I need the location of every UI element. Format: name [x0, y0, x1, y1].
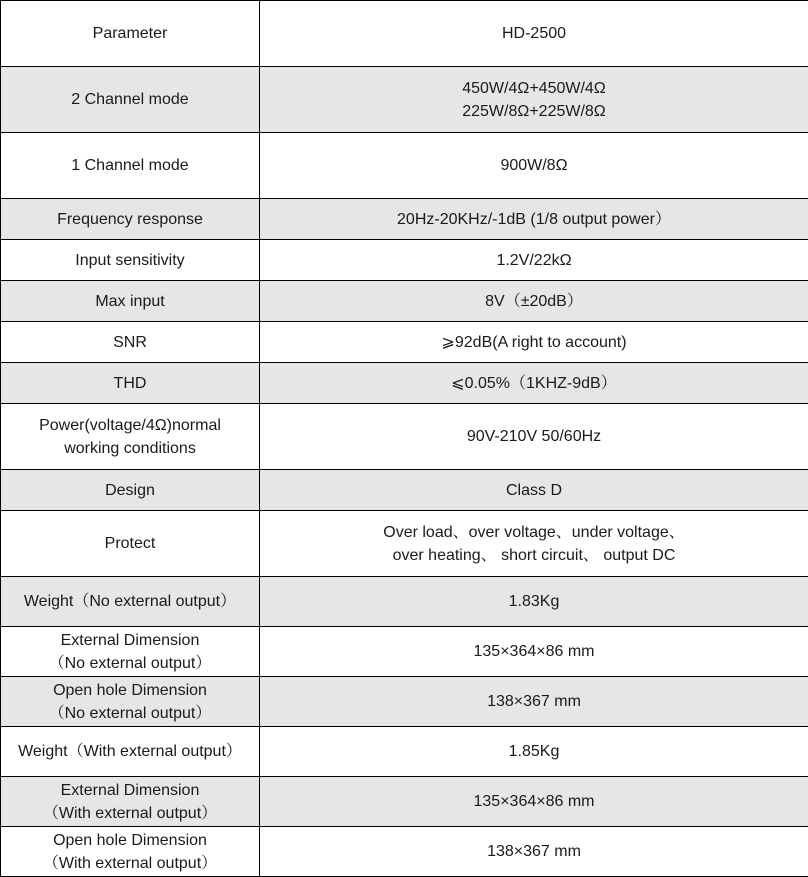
param-cell: External Dimension （With external output）: [1, 777, 260, 827]
value-cell: ⩽0.05%（1KHZ-9dB）: [260, 363, 808, 404]
table-row: [1, 404, 808, 470]
value-cell: 8V（±20dB）: [260, 281, 808, 322]
param-cell: External Dimension （No external output）: [1, 627, 260, 677]
param-cell: Protect: [1, 511, 260, 577]
value-cell: 138×367 mm: [260, 677, 808, 727]
table-row: [1, 470, 808, 511]
table-row: [1, 677, 808, 727]
value-cell: 135×364×86 mm: [260, 777, 808, 827]
param-cell: 2 Channel mode: [1, 67, 260, 133]
param-cell: THD: [1, 363, 260, 404]
table-row: [1, 322, 808, 363]
table-row: [1, 363, 808, 404]
value-cell: 1.83Kg: [260, 577, 808, 627]
param-cell: Parameter: [1, 1, 260, 67]
table-row: [1, 133, 808, 199]
table-row: [1, 577, 808, 627]
param-cell: Design: [1, 470, 260, 511]
param-cell: Power(voltage/4Ω)normal working conditions: [1, 404, 260, 470]
table-row: [1, 1, 808, 67]
param-cell: Open hole Dimension （With external output）: [1, 827, 260, 877]
value-cell: 1.2V/22kΩ: [260, 240, 808, 281]
table-row: [1, 727, 808, 777]
value-cell: 1.85Kg: [260, 727, 808, 777]
param-cell: Open hole Dimension （No external output）: [1, 677, 260, 727]
table-row: [1, 199, 808, 240]
table-row: [1, 777, 808, 827]
table-row: [1, 281, 808, 322]
param-cell: Weight（With external output）: [1, 727, 260, 777]
param-cell: Input sensitivity: [1, 240, 260, 281]
param-cell: Weight（No external output）: [1, 577, 260, 627]
table-row: [1, 240, 808, 281]
table-row: [1, 827, 808, 877]
param-cell: Frequency response: [1, 199, 260, 240]
param-cell: 1 Channel mode: [1, 133, 260, 199]
value-cell: ⩾92dB(A right to account): [260, 322, 808, 363]
value-cell: 20Hz-20KHz/-1dB (1/8 output power）: [260, 199, 808, 240]
value-cell: 135×364×86 mm: [260, 627, 808, 677]
value-cell: HD-2500: [260, 1, 808, 67]
table-row: [1, 627, 808, 677]
param-cell: SNR: [1, 322, 260, 363]
value-cell: 138×367 mm: [260, 827, 808, 877]
value-cell: 90V-210V 50/60Hz: [260, 404, 808, 470]
value-cell: 450W/4Ω+450W/4Ω 225W/8Ω+225W/8Ω: [260, 67, 808, 133]
value-cell: Class D: [260, 470, 808, 511]
table-row: [1, 511, 808, 577]
value-cell: 900W/8Ω: [260, 133, 808, 199]
param-cell: Max input: [1, 281, 260, 322]
table-row: [1, 67, 808, 133]
value-cell: Over load、over voltage、under voltage、 over heating、 short circuit、 output DC: [260, 511, 808, 577]
